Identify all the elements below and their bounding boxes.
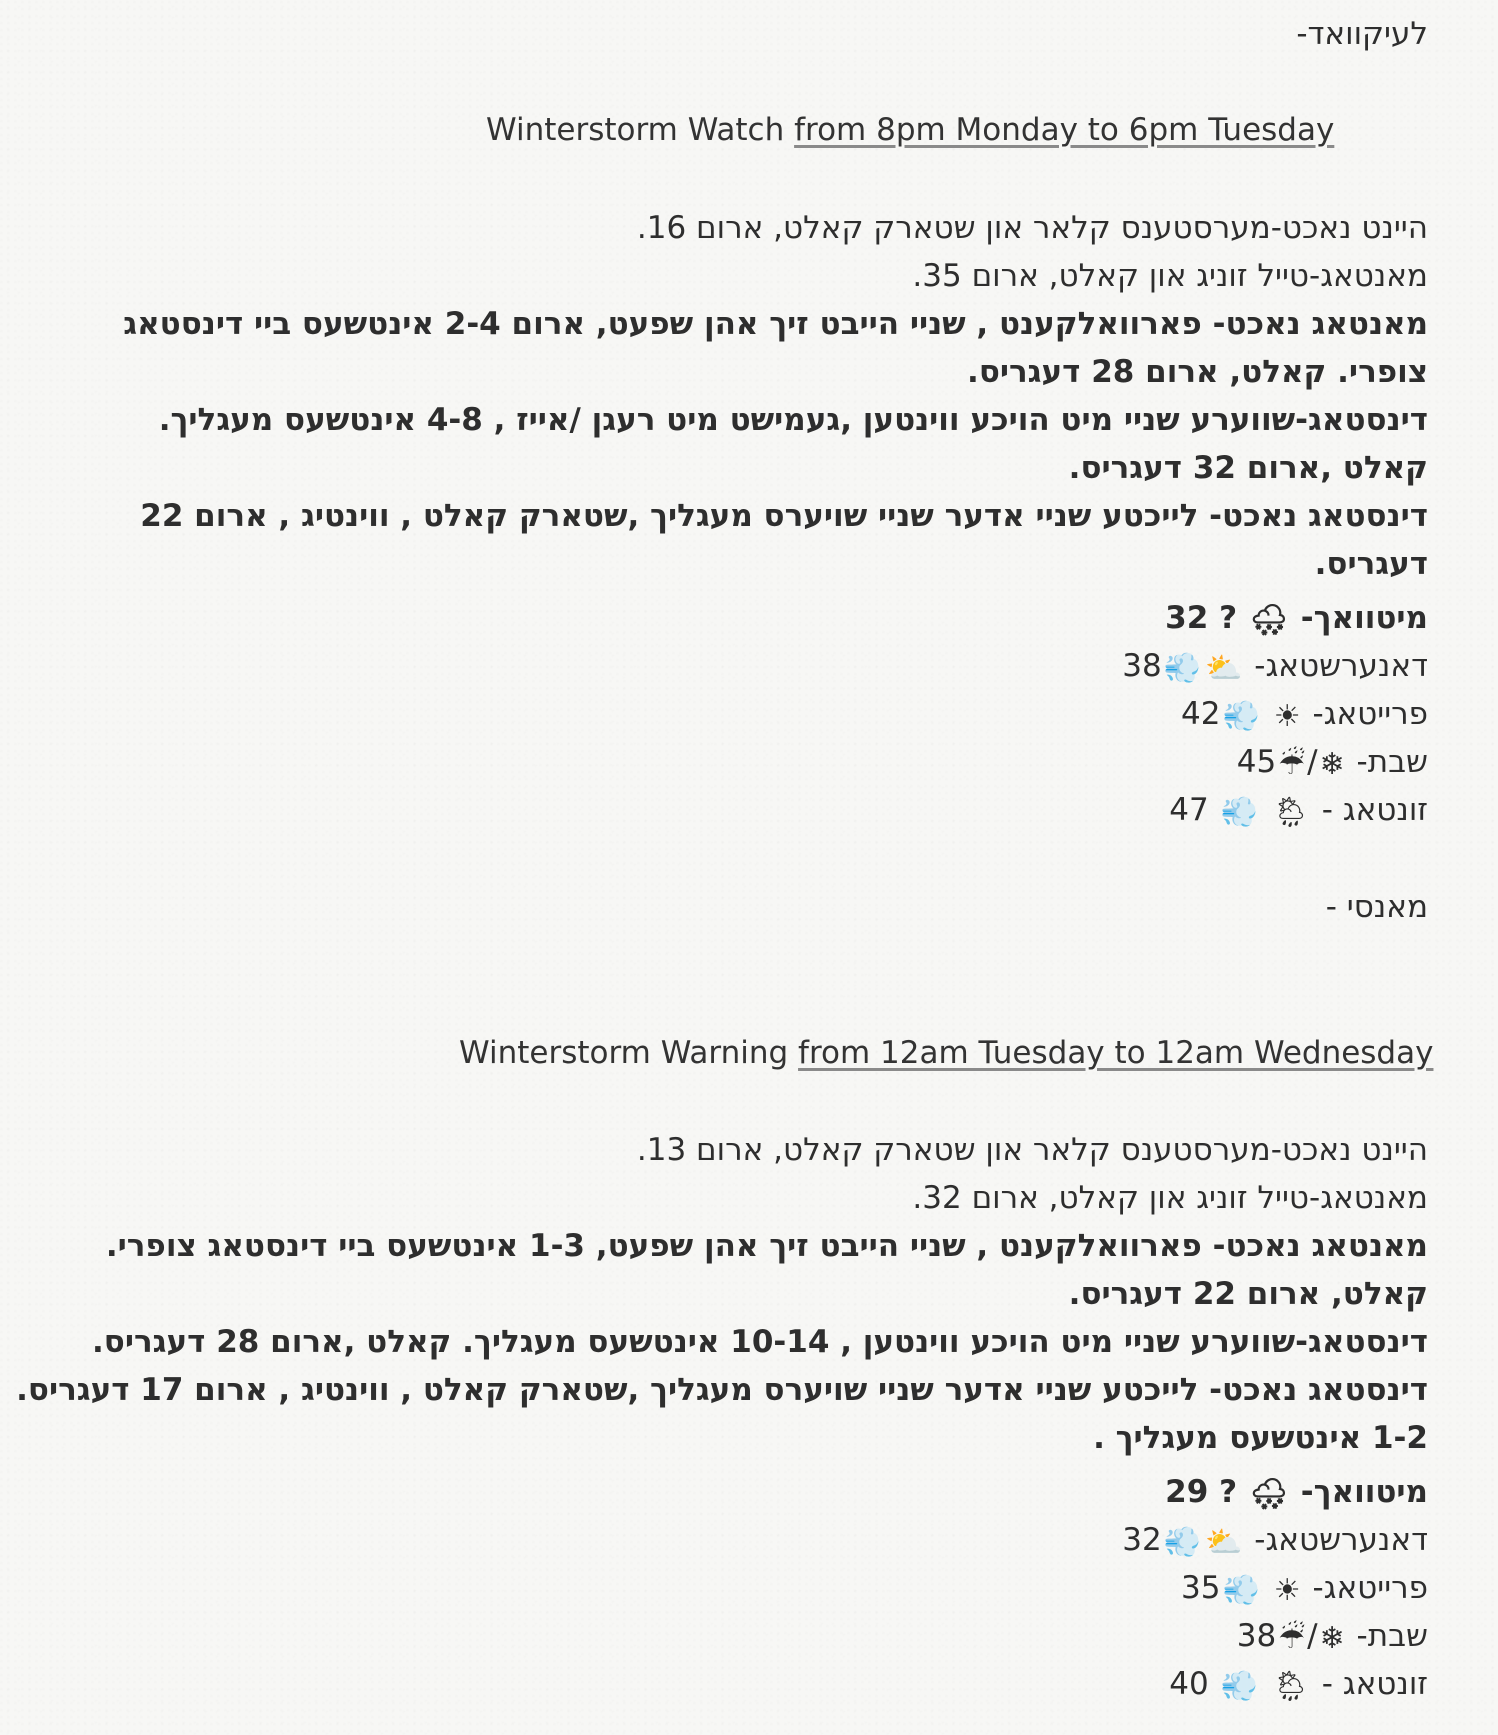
wind-icon: 💨 [1220,1669,1258,1704]
wind-icon: 💨 [1222,699,1260,734]
temp-value: 47 [1169,792,1209,828]
warning-line-3: מאנטאג נאכט- פארוואלקענט , שניי הייבט זיך אהן שפעט, 1-3 אינטשעס ביי דינסטאג צופרי. [105,1228,1428,1264]
sun-rain-cloud-icon: 🌦 [1271,795,1310,830]
snow-cloud-icon: 🌨 [1249,1477,1288,1512]
watch-line-7: דינסטאג נאכט- לייכטע שניי אדער שניי שויערס מעגליך ,שטארק קאלט , ווינטיג , ארום 22 [140,498,1428,534]
watch-line-6: קאלט ,ארום 32 דעגריס. [1068,450,1428,486]
umbrella-rain-icon: ☔ [1278,747,1306,782]
day-label: זונטאג - [1321,1666,1428,1702]
day-label: דאנערשטאג- [1254,1522,1428,1558]
temp-value: 35 [1181,1570,1221,1606]
temp-value: ? 32 [1165,600,1238,636]
wind-icon: 💨 [1163,1525,1202,1560]
watch-line-4: צופרי. קאלט, ארום 28 דעגריס. [967,354,1428,390]
day-label: פרייטאג- [1312,1570,1428,1606]
watch-heading [486,108,1334,152]
wind-icon: 💨 [1222,1573,1260,1608]
watch-line-2: מאנטאג-טייל זוניג און קאלט, ארום 35. [912,258,1428,294]
day-label: זונטאג - [1321,792,1428,828]
sun-behind-cloud-icon: ⛅ [1205,1525,1243,1560]
temp-value: 38 [1122,648,1162,684]
watch-forecast-wed [1165,596,1428,643]
sun-rain-cloud-icon: 🌦 [1271,1669,1310,1704]
watch-line-5: דינסטאג-שווערע שניי מיט הויכע ווינטען ,געמישט מיט רעגן /אייז , 4-8 אינטשעס מעגליך. [158,402,1428,438]
warning-line-1: היינט נאכט-מערסטענס קלאר און שטארק קאלט, ארום 13. [636,1132,1428,1168]
warning-forecast-wed [1165,1470,1428,1517]
temp-value: ? 29 [1165,1474,1238,1510]
day-label: מיטוואך- [1300,1474,1428,1510]
watch-line-1: היינט נאכט-מערסטענס קלאר און שטארק קאלט, ארום 16. [636,210,1428,246]
warning-forecast-fri [1181,1566,1428,1613]
warning-forecast-sun [1169,1662,1428,1709]
warning-forecast-sat [1237,1614,1428,1661]
watch-date-link[interactable]: from 8pm Monday to 6pm Tuesday [794,112,1335,148]
warning-date-link[interactable]: from 12am Tuesday to 12am Wednesday [798,1035,1434,1071]
sun-behind-cloud-icon: ⛅ [1205,651,1243,686]
snow-cloud-icon: 🌨 [1249,603,1288,638]
warning-line-6: דינסטאג נאכט- לייכטע שניי אדער שניי שויערס מעגליך ,שטארק קאלט , ווינטיג , ארום 17 דעגריס. [16,1372,1428,1408]
separator: / [1307,1618,1318,1654]
temp-value: 38 [1236,1618,1277,1654]
sun-icon: ☀ [1273,1573,1301,1608]
day-label: פרייטאג- [1312,696,1428,732]
snowflake-icon: ❄ [1319,1621,1345,1656]
temp-value: 42 [1181,696,1221,732]
watch-forecast-sun [1169,788,1428,835]
watch-heading-prefix: Winterstorm Watch [486,112,795,148]
warning-line-7: 1-2 אינטשעס מעגליך . [1093,1420,1428,1456]
warning-line-5: דינסטאג-שווערע שניי מיט הויכע ווינטען , 10-14 אינטשעס מעגליך. קאלט ,ארום 28 דעגריס. [92,1324,1428,1360]
temp-value: 32 [1122,1522,1162,1558]
warning-line-4: קאלט, ארום 22 דעגריס. [1068,1276,1428,1312]
watch-forecast-sat [1237,740,1428,787]
day-label: מיטוואך- [1300,600,1428,636]
temp-value: 40 [1169,1666,1209,1702]
watch-forecast-fri [1181,692,1428,739]
watch-line-3: מאנטאג נאכט- פארוואלקענט , שניי הייבט זיך אהן שפעט, ארום 2-4 אינטשעס ביי דינסטאג [123,306,1428,342]
warning-heading-prefix: Winterstorm Warning [459,1035,799,1071]
separator: / [1307,744,1318,780]
warning-forecast-thu [1122,1518,1428,1565]
warning-heading [459,1031,1433,1075]
umbrella-rain-icon: ☔ [1278,1621,1306,1656]
watch-line-8: דעגריס. [1314,546,1428,582]
wind-icon: 💨 [1163,651,1202,686]
watch-forecast-thu [1122,644,1428,691]
wind-icon: 💨 [1220,795,1258,830]
day-label: דאנערשטאג- [1254,648,1428,684]
intro-label: לעיקוואד- [1296,16,1428,52]
temp-value: 45 [1236,744,1277,780]
mansi-label: מאנסי - [1325,889,1428,925]
snowflake-icon: ❄ [1319,747,1345,782]
warning-line-2: מאנטאג-טייל זוניג און קאלט, ארום 32. [912,1180,1428,1216]
day-label: שבת- [1356,744,1428,780]
day-label: שבת- [1356,1618,1428,1654]
sun-icon: ☀ [1273,699,1301,734]
